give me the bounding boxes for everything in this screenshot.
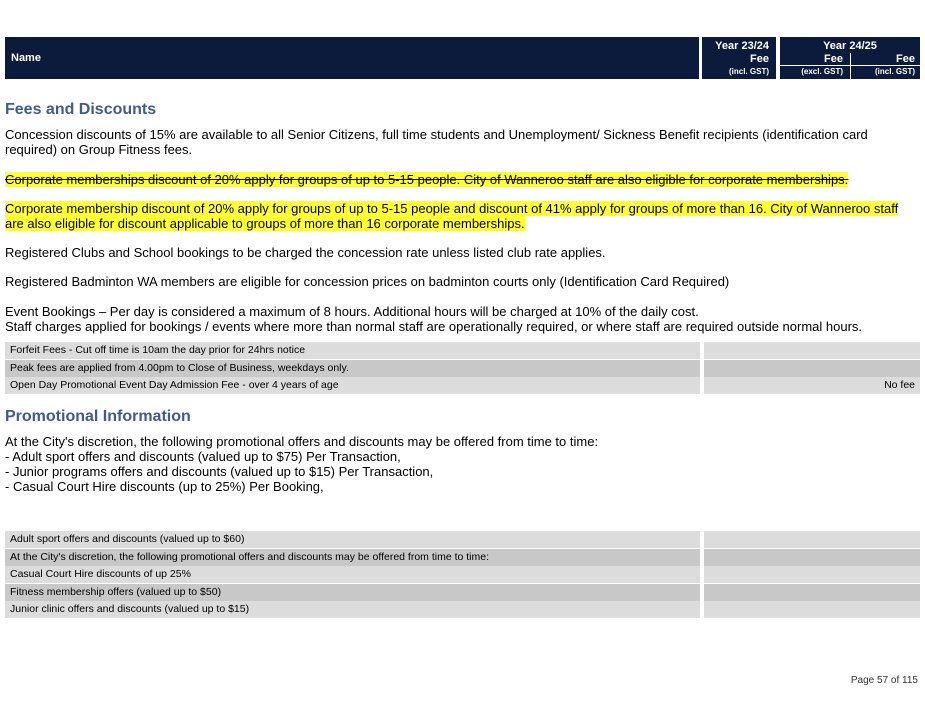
excl-gst-label: (excl. GST)	[801, 67, 843, 76]
fee-label: Fee	[750, 53, 769, 65]
row-label: Junior clinic offers and discounts (valued up to $15)	[10, 603, 250, 615]
table-header-year-2425	[780, 37, 920, 79]
concession-paragraph: Concession discounts of 15% are available to all Senior Citizens, full time students and Unemployment/ Sickness Benefit recipients (identification card required) on Group Fitness fees.	[5, 127, 868, 157]
staff-charges-paragraph: Staff charges applied for bookings / events where more than normal staff are operationally required, or where staff are required outside normal hours.	[5, 319, 863, 334]
promo-line-court: - Casual Court Hire discounts (up to 25%) Per Booking,	[5, 479, 324, 494]
promo-intro-line: At the City's discretion, the following promotional offers and discounts may be offered from time to time:	[5, 434, 599, 449]
incl-gst-label: (incl. GST)	[729, 67, 769, 76]
highlighted-text: Corporate membership discount of 20% apply for groups of up to 5-15 people and discount of 41% apply for groups of more than 16. City of Wanneroo staff are also eligible for discount applicable to groups of more than 16 corporate memberships.	[5, 201, 899, 231]
row-label: Casual Court Hire discounts of up 25%	[10, 568, 191, 580]
fee-excl-label: Fee	[824, 53, 843, 65]
row-label: Peak fees are applied from 4.00pm to Close of Business, weekdays only.	[10, 362, 349, 374]
fee-incl-column	[850, 53, 921, 79]
badminton-paragraph: Registered Badminton WA members are eligible for concession prices on badminton courts only (Identification Card Required)	[5, 274, 730, 289]
name-column-label: Name	[11, 52, 41, 64]
year-2425-label: Year 24/25	[823, 40, 877, 52]
row-label: At the City's discretion, the following promotional offers and discounts may be offered from time to time:	[10, 551, 490, 563]
struck-text: Corporate memberships discount of 20% apply for groups of up to 5-15 people. City of Wanneroo staff are also eligible for corporate memberships.	[5, 172, 849, 187]
corporate-old-paragraph	[5, 172, 917, 187]
row-value: No fee	[884, 379, 915, 391]
year-2324-label: Year 23/24	[715, 40, 769, 52]
header-divider	[780, 65, 920, 66]
promo-section-title: Promotional Information	[5, 408, 191, 425]
corporate-new-paragraph	[5, 201, 917, 231]
fee-incl-label: Fee	[896, 53, 915, 65]
row-label: Open Day Promotional Event Day Admission Fee - over 4 years of age	[10, 379, 339, 391]
fees-section-title: Fees and Discounts	[5, 101, 157, 118]
row-label: Adult sport offers and discounts (valued up to $60)	[10, 533, 245, 545]
promo-line-adult: - Adult sport offers and discounts (valued up to $75) Per Transaction,	[5, 449, 401, 464]
incl-gst-label-2: (incl. GST)	[875, 67, 915, 76]
table-header-name	[5, 37, 699, 79]
fee-excl-column	[780, 53, 849, 79]
row-label: Fitness membership offers (valued up to $50)	[10, 586, 222, 598]
promo-line-junior: - Junior programs offers and discounts (valued up to $15) Per Transaction,	[5, 464, 434, 479]
row-label: Forfeit Fees - Cut off time is 10am the day prior for 24hrs notice	[10, 344, 306, 356]
clubs-paragraph: Registered Clubs and School bookings to be charged the concession rate unless listed club rate applies.	[5, 245, 606, 260]
page-number: Page 57 of 115	[850, 675, 918, 686]
table-header-year-2324	[702, 37, 776, 79]
event-bookings-paragraph: Event Bookings – Per day is considered a maximum of 8 hours. Additional hours will be charged at 10% of the daily cost.	[5, 304, 699, 319]
